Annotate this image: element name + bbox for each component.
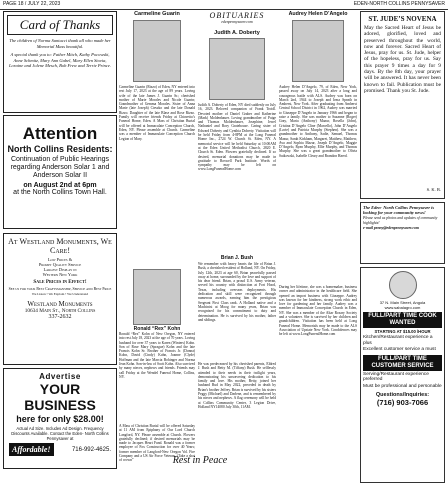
audrey-photo <box>292 20 344 82</box>
affordable-badge: Affordable! <box>9 443 54 456</box>
attention-subtitle: North Collins Residents: <box>7 144 113 154</box>
advertise-top: Advertise <box>39 372 81 381</box>
brian-name: Brian J. Bush <box>220 255 254 261</box>
bakery-ad <box>360 267 445 483</box>
advertise-main: YOUR BUSINESS <box>24 381 96 413</box>
card-of-thanks <box>3 11 117 113</box>
carmeline-photo <box>133 20 181 82</box>
westland-ad <box>3 233 117 365</box>
westland-footer-addr: 10634 Main St., North Collins <box>24 308 96 314</box>
westland-line: Largest Display in <box>43 267 77 272</box>
westland-sale: Sale Prices in Effect! <box>33 279 87 285</box>
ronald-photo <box>133 269 181 325</box>
bakery-bullet: Excellent customer service a must <box>363 347 436 352</box>
ronald-text: Ronald “Rex” Kohn of New Oregon, NY entered into rest July 18, 2023 at the age of 70 years. Loving husband for over 37 years to Karen (Winters) Kohn. Son of Rose Mary (Sprague) Kohn and the late Francis Kohn Sr. Brother of Francis Jr. (Donna) Kohn, David (Cindy) Kohn, Joanne (Clyde) Hoffman and the late Marcia Bohinger and Norma Jean Kohn. Son-in-law of Scott Kohn. Also survived by many nieces, nephews and friends. Friends may call Friday at the Wendel Funeral Home, Collins, NY. <box>119 332 195 379</box>
bakery-bullet: Kitchen/Restaurant experience a plus <box>363 335 433 346</box>
rest-in-peace: Rest in Peace <box>172 455 228 466</box>
westland-line: Prompt Quality Service <box>38 262 82 267</box>
pennysaver-box-title: The Eden- North Collins Pennysaver is looking for your community news! <box>363 205 435 216</box>
audrey-text: Audrey Helen D’Angelo, 79, of Eden, New York, passed away on July 14, 2023 after a long and courageous battle with ALS. Audrey was born on March 2nd, 1944 to Joseph and Irma Speath in Amherst, New York. After graduating from Amherst Central School District in 1962, Audrey was married to Giuseppe D’Angelo in January 1966 and began to raise a family. She was mother to Suzanne (Roger) Gray, Maria (Anthony) Mazur, Rosella (John), Cristina D’Angelo Cline (Marcello), John D’Angelo (Lorie) and Patricia Murphy (Stephen). She was a grandmother to Anthony, Sadie, Samuel, Thomas Mazur, Sarah Kirkham, Margaret, Matthew, Matthew, Ava and Sophia Mazur, Joseph D’Angelo, Maggie D’Angelo, Ryan Murphy, Ellie Murphy, and Thomas Murphy. She was a great grandmother to Olivia Sutkowski, Isabelle Cleary and Brandon Haerd. <box>279 85 357 158</box>
advertise-fine: Actual Ad Size. Includes Ad Design. Frequency Discounts Available. Contact the Eden- North Collins Pennysaver at <box>11 426 109 441</box>
bakery-phone: (716) 903-7066 <box>376 398 429 407</box>
paper-name: EDEN-NORTH COLLINS PENNYSAVER <box>353 1 445 7</box>
novena-box <box>360 11 445 199</box>
attention-place: at the North Collins Town Hall. <box>13 189 107 196</box>
audrey-name: Audrey Helen D’Angelo <box>288 11 348 17</box>
novena-initials: S. K. B. <box>426 187 441 192</box>
westland-footer-name: Westland Monuments <box>27 300 93 308</box>
attention-title: Attention <box>22 124 98 143</box>
brian-text: We remember with heavy hearts the life of Brian J. Bush, a cherished resident of Holland, NY. On Friday, July 12th, 2023 at age 60, Brian peacefully passed away at home, surrounded by the love and support of his dear friend. Brian, a proud U.S. Army veteran, served his country with distinction at Fort Hood, Texas, including overseas deployments. His dedication and skill were recognized through numerous awards, earning him the prestigious Sergeant First Class rank. A Holland native and a Machinist at Moog for many years, Brian was recognized for his commitment to duty and determination. He is survived by his mother, father and siblings. <box>198 262 276 322</box>
novena-body: May the Sacred Heart of Jesus be adored, glorified, loved and preserved throughout the world, now and forever. Sacred Heart of Jesus, pray for us. St. Jude, helper of the hopeless, pray for us. Say this prayer 9 times a day for 9 days. By the 8th day, your prayer will be answered. It has never been known to fail. Publication must be promised. Thank you St. Jude. <box>364 25 441 94</box>
pennysaver-box-email: e-mail penny@edenpennysaver.com <box>363 226 419 231</box>
westland-line: Low Prices & <box>47 257 73 262</box>
westland-line: Western New York <box>42 272 78 277</box>
ronald-text-2: A Mass of Christian Burial will be offered Saturday at 11 AM from Epiphany of Our Lord Church Langford, NY. Please assemble at Church. Flowers gratefully declined; if desired memorials may be made to Jacques Heart Fund. Ronald was a former employee of Fox Construction for over 40 Years; former member of Langford-New Oregon Vol. Fire Company and a US Air Force Veteran. “Take a shot of crown” <box>119 424 195 463</box>
carmeline-name: Carmeline Guarin <box>134 11 180 17</box>
judith-name: Judith A. Doberty <box>214 30 260 36</box>
bakery-address: 37 N. Main Street, Angola <box>379 300 426 305</box>
attention-body: Continuation of Public Hearings regarding Anderson Solar 1 and Anderson Solar II <box>10 156 110 179</box>
westland-sub: See us for your Best Craftsmanship, Service and Best Price <box>8 287 112 291</box>
bakery-bullet: Must be professional and personable <box>363 383 442 389</box>
judith-text: Judith A. Doherty of Eden, NY died suddenly on July 16, 2023. Beloved companion of Frank Troidl. Devoted mother of Daniel Graber and Katherine (Mark) Moldenhauer. Loving grandmother of Paige and Thomas Moldenhauer, Josephine, Jewel Nathaniel and Rory Gratehouse. Caring sister of Edward Doherty and Cynthia Doherty. Visitation will be held Friday from 4-8PM at the Long Funeral Home Inc., 2724 W. Church St. Eden, NY. A memorial service will be held Saturday at 10:00AM at the Eden United Methodist Church, 2820 E. Church St. Eden. Flowers gratefully declined. If so desired, memorial donations may be made in gratitude to Roswell Park Institute. Words of sympathy may be left on www.LongFuneralHome.com <box>198 103 276 172</box>
advertise-phone: 716-992-4625. <box>71 446 111 453</box>
novena-title: ST. JUDE’S NOVENA <box>368 15 437 23</box>
bakery-logo <box>389 271 417 299</box>
bakery-bullet: Serving/Restaurant experience preferred <box>363 371 429 382</box>
brian-text-2: He was predeceased by his cherished parents, Eldred J. Bush and Betty M. (Tiffany) Bush. He selflessly attended to their needs in their twilight years, demonstrating his unwavering dedication to his family and love. His mother, Betty, joined her husband Bud in May 2022, preceded in death by Brian's brother Jeffrey. Brian is survived by his sisters Peggy (Michael) and Darlene, and is remembered by his nieces and nephews. A flag ceremony will be held at Collins Community Center, 3 Legion Drive, Holland NY14080 July 30th, 11AM. <box>198 362 276 409</box>
card-title: Card of Thanks <box>7 15 113 35</box>
bakery-contact: Questions/Inquiries: <box>375 392 430 398</box>
westland-footer-phone: 337-2632 <box>48 314 72 320</box>
bakery-job-2: FULL/PART TIME CUSTOMER SERVICE <box>363 355 442 371</box>
advertise-price: here for only $28.00! <box>16 414 104 424</box>
page-number: PAGE 18 / JULY 22, 2023 <box>3 1 61 7</box>
attention-date: on August 2nd at 6pm <box>23 182 97 189</box>
attention-ad <box>3 115 117 229</box>
bakery-website: www.sabalagro.com <box>384 305 421 310</box>
advertise-ad <box>3 368 117 469</box>
westland-tag: We Listen • We Explain • We Understand <box>31 292 89 296</box>
page-header <box>0 0 448 10</box>
card-body: A special thank you to: Father Mitch, Kathy Pocowski, Anne Schmitz, Mary Ann Gabel, Mary Ellen Stovia, Loraine and Jolene Mesch, Bob Frew and Terrie Prince. <box>9 52 111 68</box>
ronald-name: Ronald “Rex” Kohn <box>133 326 181 332</box>
card-lead: The children of Norma Santucci thank all who made her Memorial Mass beautiful. <box>9 38 111 49</box>
judith-photo <box>209 38 265 100</box>
westland-headline: At Westland Monuments, We Care! <box>8 237 112 255</box>
carmeline-text: Carmeline Guarin (Rizzo) of Eden, NY entered into rest July 17, 2023 at the age of 89 years. Loving wife of the late James J. Guarin Sr.; cherished mother of Marie Morales and Nicole Guarin; Grandmother of Gemma Morales. Sister of Anna Marie (late Joseph) Cieszko and the late Donald Rizzo. Daughter of the late Blase and Rose Rizzo. Family will receive friends Friday at Chiavetta’s Funeral Home, Eden. A Mass of Christian Burial will be offered at Immaculate Conception Church, Eden, NY. Please assemble at Church. Carmeline was a member of Immaculate Conception Church Legion of Mary. <box>119 85 195 141</box>
obituaries-email: edenpennysaver.com <box>221 20 253 24</box>
pennysaver-box-body: Please send us photos and updates of community highlights! <box>363 216 438 225</box>
obituaries-title: OBITUARIES <box>209 11 265 20</box>
bakery-job-1-pay: STARTING AT $15.00 /HOUR <box>374 329 431 334</box>
pennysaver-news-box <box>360 202 445 264</box>
audrey-text-2: During her lifetime, she was a homemaker, business owner and administrator in the healthcare field. She opened an import business with Giuseppe. Audrey was known for her kindness, strong work ethic and love for gardening and her family. Audrey was a member of Immaculate Conception Church in Eden, NY. She was a member of the Altar Rosary Society and a volunteer. She is survived by her children and grandchildren. Visitation has been held at Long Funeral Home. Memorials may be made to the ALS Association of Upstate New York. Condolences may be left at www.LongFuneralHome.com <box>279 285 357 337</box>
bakery-job-1: FULL/PART TIME COOK WANTED <box>363 312 442 328</box>
